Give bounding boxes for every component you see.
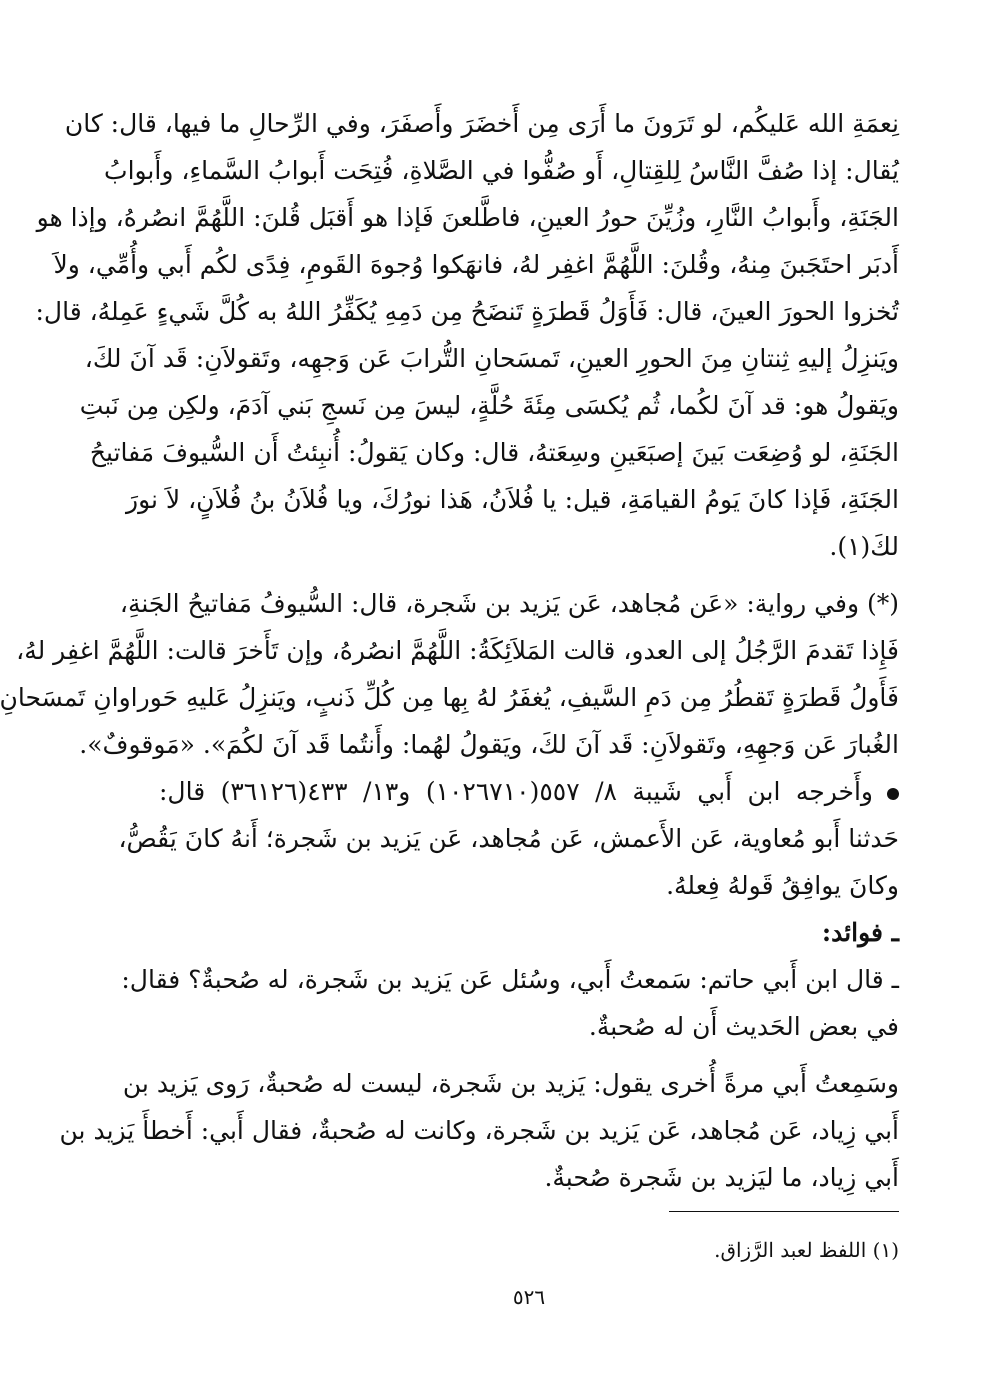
book-page [0,100,899,1379]
bullet-icon [887,788,899,800]
paragraph-abu-hatim-second [59,1060,899,1201]
page-number: ٥٢٦ [512,1285,546,1309]
paragraph-hadith-text [35,100,899,570]
text-line: ويَنزِلُ إليهِ ثِنتانِ مِنَ الحورِ العينِ، تَمسَحانِ التُّرابَ عَن وَجهِه، وتَقولاَنِ: قَد آنَ لكَ، [84,344,899,373]
text-line: فَإِذا تَقدمَ الرَّجُلُ إلى العدو، قالت المَلاَئِكَةُ: اللَّهُمَّ انصُرهُ، وإن تَأَخرَ قالت: اللَّهُمَّ اغفِر لهُ، [16,636,899,665]
text-line: الغُبارَ عَن وَجهِهِ، وتَقولاَنِ: قَد آنَ لكَ، ويَقولُ لهُما: وأَنتُما قَد آنَ لكُمَ». «مَوقوفٌ». [79,730,899,759]
section-heading-fawaid: ـ فوائد: [821,918,899,947]
text-line: وسَمِعتُ أَبي مرةً أُخرى يقول: يَزيد بن شَجرة، ليست له صُحبةٌ، رَوى يَزيد بن [122,1069,899,1098]
paragraph-spacer [159,1050,899,1060]
paragraph-spacer [159,570,899,580]
text-line: فَأَولُ قَطرَةٍ تَقطُرُ مِن دَمِ السَّيفِ، يُغفَرُ لهُ بِها مِن كُلِّ ذَنبٍ، ويَنزِلُ عَليهِ حَوراوانِ تَمسَحانِ [0,683,899,712]
text-line: حَدثنا أَبو مُعاوية، عَن الأَعمش، عَن مُجاهد، عَن يَزيد بن شَجرة؛ أَنهُ كانَ يَقُصُّ، [118,824,899,853]
text-line: ـ قال ابن أَبي حاتم: سَمعتُ أَبي، وسُئل عَن يَزيد بن شَجرة، له صُحبةٌ؟ فقال: [121,965,899,994]
text-line: وأَخرجه ابن أَبي شَيبة ٨/ ٥٥٧(١٠٢٦٧١٠) و١٣/ ٤٣٣(٣٦١٢٦) قال: [159,777,873,806]
text-line: الجَنَةِ، لو وُضِعَت بَينَ إصبَعَينِ وسِعَتهُ، قال: وكان يَقولُ: أُنبِئتُ أَن السُّيوفَ مَفاتيحُ [89,438,899,467]
text-line: الجَنَةِ، وأَبوابُ النَّارِ، وزُيِّنَ حورُ العينِ، فاطَّلعنَ فَإذا هو أَقبَل قُلنَ: اللَّهُمَّ انصُرهُ، وإذا هو [36,203,899,232]
text-line: في بعض الحَديث أَن له صُحبةٌ. [588,1012,899,1041]
paragraph-takhrij [118,768,899,909]
text-line: يُقال: إذا صُفَّ النَّاسُ لِلقِتالِ، أَو صُفُّوا في الصَّلاةِ، فُتِحَت أَبوابُ السَّماءِ، وأَبوابُ [104,156,899,185]
paragraph-ibn-abi-hatim [121,956,899,1050]
text-line: وكانَ يوافِقُ قَولهُ فِعلهُ. [666,871,899,900]
paragraph-other-narration [0,580,899,768]
text-line: أَبي زِياد، عَن مُجاهد، عَن يَزيد بن شَجرة، وكانت له صُحبةٌ، فقال أَبي: أَخطأَ يَزيد بن [59,1116,899,1145]
footnote-divider [669,1211,899,1212]
text-line: (*) وفي رواية: «عَن مُجاهد، عَن يَزيد بن شَجرة، قال: السُّيوفُ مَفاتيحُ الجَنةِ، [119,589,899,618]
text-line: نِعمَةِ الله عَليكُم، لو تَرَونَ ما أَرَى مِن أَخضَرَ وأَصفَرَ، وفي الرِّحالِ ما فيها، قال: كان [64,109,899,138]
text-line: الجَنَةِ، فَإذا كانَ يَومُ القيامَةِ، قيل: يا فُلاَنُ، هَذا نورُكَ، ويا فُلاَنُ بنُ فُلاَنٍ، لاَ نورَ [126,485,899,514]
text-line: أَدبَر احتَجَبنَ مِنهُ، وقُلنَ: اللَّهُمَّ اغفِر لهُ، فانهَكوا وُجوهَ القَومِ، فِدًى لكُم أَبي وأُمِّي، ولاَ [53,250,899,279]
text-line: ويَقولُ هو: قد آنَ لكُما، ثُم يُكسَى مِئَةَ حُلَّةٍ، ليسَ مِن نَسجِ بَني آدَمَ، ولكِن مِن نَبتِ [79,391,899,420]
footnote: (١) اللفظ لعبد الرَّزاق. [714,1238,899,1262]
text-line: أَبي زِياد، ما ليَزيد بن شَجرة صُحبةٌ. [544,1163,899,1192]
text-line: تُخزوا الحورَ العينَ، قال: فَأَوَلُ قَطرَةٍ تَنضَحُ مِن دَمِهِ يُكَفِّرُ اللهُ به كُلَّ شَيءٍ عَمِلهُ، قال: [35,297,899,326]
text-line: لكَ(١). [829,532,899,561]
bullet-line [159,768,899,815]
